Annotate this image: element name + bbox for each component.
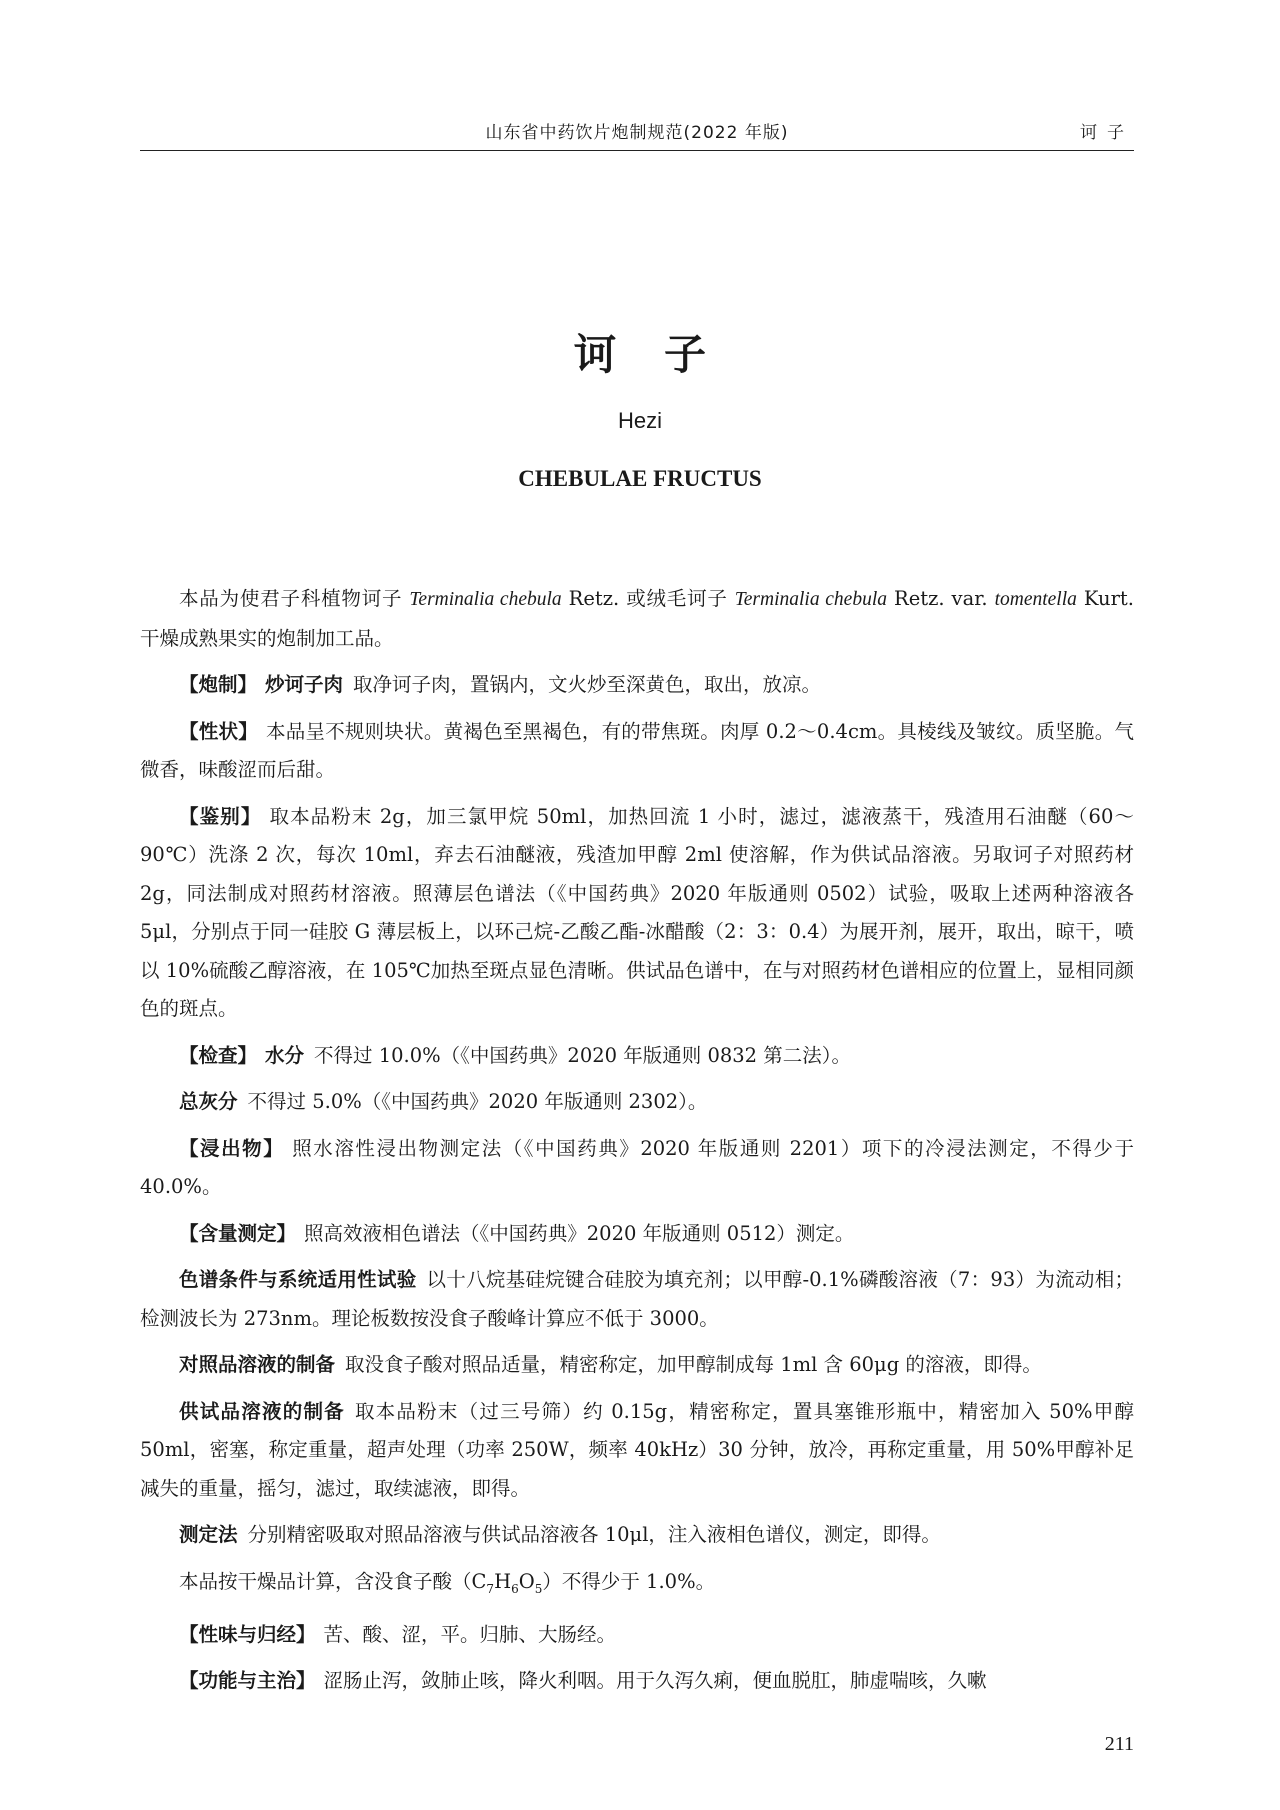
formula-subscript: 6 bbox=[511, 1581, 519, 1596]
formula-subscript: 7 bbox=[486, 1581, 495, 1596]
section-text: 本品呈不规则块状。黄褐色至黑褐色，有的带焦斑。肉厚 0.2～0.4cm。具棱线及皱纹。质坚脆。气微香，味酸涩而后甜。 bbox=[140, 719, 1134, 781]
section-text: 涩肠止泻，敛肺止咳，降火利咽。用于久泻久痢，便血脱肛，肺虚喘咳，久嗽 bbox=[323, 1669, 987, 1693]
formula-subscript: 5 bbox=[534, 1581, 543, 1596]
section-text: 以十八烷基硅烷键合硅胶为填充剂；以甲醇-0.1%磷酸溶液（7：93）为流动相；检测波长为 273nm。理论板数按没食子酸峰计算应不低于 3000。 bbox=[140, 1268, 1134, 1330]
variety-name: tomentella bbox=[994, 589, 1077, 610]
section-text: 照水溶性浸出物测定法（《中国药典》2020 年版通则 2201）项下的冷浸法测定，不得少于 40.0%。 bbox=[140, 1136, 1134, 1198]
section-xingwei bbox=[140, 1616, 1134, 1655]
section-xingzhuang bbox=[140, 713, 1134, 790]
section-text: 不得过 10.0%（《中国药典》2020 年版通则 0832 第二法）。 bbox=[314, 1043, 852, 1067]
section-name: 诃子 bbox=[1080, 123, 1134, 143]
subsection-label: 色谱条件与系统适用性试验 bbox=[179, 1268, 417, 1291]
section-label: 【浸出物】 bbox=[179, 1136, 285, 1160]
section-label: 【含量测定】 bbox=[179, 1221, 297, 1245]
limit-text: H bbox=[494, 1569, 512, 1593]
subsection-label: 测定法 bbox=[179, 1523, 238, 1546]
section-label: 【性味与归经】 bbox=[179, 1622, 316, 1646]
monograph-body bbox=[140, 580, 1134, 1709]
section-label: 【鉴别】 bbox=[179, 804, 262, 828]
intro-text: Retz. 或绒毛诃子 bbox=[561, 587, 735, 610]
limit-text: ）不得少于 1.0%。 bbox=[542, 1569, 716, 1593]
intro-text: Retz. var. bbox=[887, 587, 995, 610]
species-name: Terminalia chebula bbox=[409, 589, 562, 610]
page-number: 211 bbox=[1104, 1733, 1134, 1755]
section-text: 苦、酸、涩，平。归肺、大肠经。 bbox=[323, 1622, 617, 1646]
section-text: 取净诃子肉，置锅内，文火炒至深黄色，取出，放凉。 bbox=[353, 673, 822, 696]
section-jianbie bbox=[140, 798, 1134, 1029]
species-name: Terminalia chebula bbox=[734, 589, 888, 610]
section-label: 【功能与主治】 bbox=[179, 1669, 316, 1693]
content-limit bbox=[140, 1563, 1134, 1608]
subsection-gongshi bbox=[140, 1393, 1134, 1509]
section-paozhi bbox=[140, 666, 1134, 705]
section-text: 取本品粉末 2g，加三氯甲烷 50ml，加热回流 1 小时，滤过，滤液蒸干，残渣用石油醚（60～90℃）洗涤 2 次，每次 10ml，弃去石油醚液，残渣加甲醇 2ml 使溶解，作为供试品溶液。另取诃子对照药材 2g，同法制成对照药材溶液。照薄层色谱法（《中国药典》2020 年版通则 0502）试验，吸取上述两种溶液各 5μl，分别点于同一硅胶 G 薄层板上，以环己烷-乙酸乙酯-冰醋酸（2：3：0.4）为展开剂，展开，取出，晾干，喷以 10%硫酸乙醇溶液，在 105℃加热至斑点显色清晰。供试品色谱中，在与对照药材色谱相应的位置上，显相同颜色的斑点。 bbox=[140, 804, 1134, 1020]
subsection-duizhao bbox=[140, 1346, 1134, 1385]
subsection-huifen bbox=[140, 1083, 1134, 1122]
section-text: 不得过 5.0%（《中国药典》2020 年版通则 2302）。 bbox=[247, 1090, 708, 1113]
monograph-pinyin: Hezi bbox=[617, 408, 662, 433]
section-text: 照高效液相色谱法（《中国药典》2020 年版通则 0512）测定。 bbox=[304, 1221, 855, 1245]
section-text: 分别精密吸取对照品溶液与供试品溶液各 10μl，注入液相色谱仪，测定，即得。 bbox=[247, 1523, 941, 1546]
subsection-label: 炒诃子肉 bbox=[265, 673, 344, 696]
monograph-title: 诃子 bbox=[573, 330, 754, 379]
section-hanliang bbox=[140, 1215, 1134, 1254]
subsection-label: 供试品溶液的制备 bbox=[179, 1399, 345, 1423]
subsection-label: 水分 bbox=[265, 1043, 305, 1067]
limit-text: O bbox=[518, 1569, 535, 1593]
monograph-latin-name: CHEBULAE FRUCTUS bbox=[518, 466, 762, 491]
section-label: 【检查】 bbox=[179, 1043, 258, 1067]
section-jiancha bbox=[140, 1037, 1134, 1076]
subsection-sepu bbox=[140, 1261, 1134, 1338]
section-label: 【炮制】 bbox=[179, 673, 258, 696]
book-title: 山东省中药饮片炮制规范(2022 年版) bbox=[485, 123, 789, 143]
running-header bbox=[140, 112, 1134, 151]
limit-text: 本品按干燥品计算，含没食子酸（C bbox=[179, 1569, 487, 1593]
section-label: 【性状】 bbox=[179, 719, 258, 743]
intro-text: 本品为使君子科植物诃子 bbox=[179, 587, 410, 610]
section-gongneng bbox=[140, 1662, 1134, 1701]
subsection-label: 总灰分 bbox=[179, 1090, 238, 1113]
section-text: 取本品粉末（过三号筛）约 0.15g，精密称定，置具塞锥形瓶中，精密加入 50%甲醇 50ml，密塞，称定重量，超声处理（功率 250W，频率 40kHz）30 分钟，放冷，再称定重量，用 50%甲醇补足减失的重量，摇匀，滤过，取续滤液，即得。 bbox=[140, 1399, 1134, 1500]
subsection-cedingfa bbox=[140, 1516, 1134, 1555]
subsection-label: 对照品溶液的制备 bbox=[179, 1353, 336, 1376]
intro-paragraph bbox=[140, 580, 1134, 658]
intro-text: Kurt. 干燥成熟果实的炮制加工品。 bbox=[140, 587, 1134, 650]
section-jinchuwu bbox=[140, 1130, 1134, 1207]
section-text: 取没食子酸对照品适量，精密称定，加甲醇制成每 1ml 含 60μg 的溶液，即得。 bbox=[345, 1353, 1042, 1376]
